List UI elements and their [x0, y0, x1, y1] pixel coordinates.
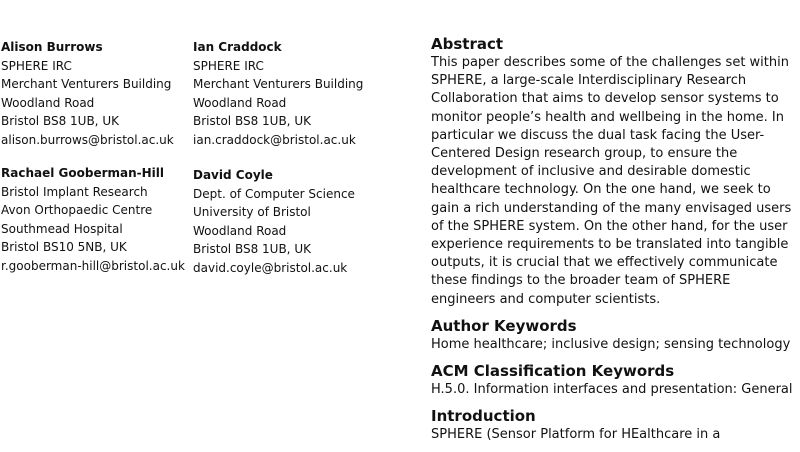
abstract-line: these findings to the broader team of SPHERE	[431, 273, 731, 289]
abstract-line: of the SPHERE system. On the other hand, for the user	[431, 218, 788, 234]
abstract-heading: Abstract	[431, 35, 504, 53]
author-address: Bristol BS8 1UB, UK	[193, 114, 311, 128]
author-email: david.coyle@bristol.ac.uk	[193, 260, 348, 275]
author-affiliation: SPHERE IRC	[193, 58, 264, 73]
author-name: Rachael Gooberman-Hill	[1, 166, 165, 180]
author-affiliation: Merchant Venturers Building	[1, 77, 172, 91]
abstract-line: Centered Design research group, to ensure the	[431, 146, 738, 162]
author-email: ian.craddock@bristol.ac.uk	[193, 132, 356, 147]
abstract-line: Collaboration that aims to develop sensor systems to	[431, 91, 779, 107]
author-affiliation: Merchant Venturers Building	[193, 77, 364, 91]
right-column	[431, 35, 800, 452]
author-keywords-heading: Author Keywords	[431, 316, 577, 335]
introduction-heading: Introduction	[431, 407, 536, 426]
author-affiliation: Dept. of Computer Science	[193, 186, 355, 201]
author-email: alison.burrows@bristol.ac.uk	[1, 132, 174, 147]
author-address: Woodland Road	[193, 95, 287, 110]
author-block-craddock	[193, 38, 363, 149]
author-affiliation: Avon Orthopaedic Centre	[1, 203, 153, 217]
acm-keywords-heading: ACM Classification Keywords	[431, 362, 675, 381]
abstract-line: healthcare technology. On the one hand, we seek to	[431, 182, 771, 198]
author-affiliation: Southmead Hospital	[1, 221, 123, 236]
author-block-gooberman-hill	[1, 164, 185, 275]
abstract-line: experience requirements to be translated into tangible	[431, 237, 789, 253]
abstract-line: This paper describes some of the challenges set within	[431, 55, 789, 70]
author-address: Woodland Road	[1, 95, 95, 110]
author-block-coyle	[193, 166, 355, 277]
author-address: Bristol BS10 5NB, UK	[1, 240, 127, 254]
author-name: Ian Craddock	[193, 40, 282, 54]
abstract-line: monitor people’s health and wellbeing in the home. In	[431, 109, 784, 125]
author-affiliation: SPHERE IRC	[1, 58, 72, 73]
author-address: Woodland Road	[193, 223, 287, 238]
author-affiliation: Bristol Implant Research	[1, 184, 148, 199]
author-block-burrows	[1, 38, 174, 149]
author-address: Bristol BS8 1UB, UK	[1, 114, 119, 128]
abstract-line: gain a rich understanding of the many envisaged users	[431, 200, 792, 216]
abstract-line: SPHERE, a large-scale Interdisciplinary Research	[431, 73, 747, 89]
abstract-line: outputs, it is crucial that we effectively communicate	[431, 255, 778, 271]
abstract-line: development of inclusive and desirable domestic	[431, 164, 751, 180]
author-keywords-text: Home healthcare; inclusive design; sensing technology	[431, 336, 791, 352]
abstract-line: engineers and computer scientists.	[431, 291, 661, 307]
author-affiliation: University of Bristol	[193, 205, 311, 219]
introduction-text: SPHERE (Sensor Platform for HEalthcare in a	[431, 427, 721, 443]
author-name: David Coyle	[193, 168, 273, 182]
author-address: Bristol BS8 1UB, UK	[193, 242, 311, 256]
acm-keywords-text: H.5.0. Information interfaces and presentation: General	[431, 382, 793, 398]
abstract-body	[431, 54, 800, 309]
author-email: r.gooberman-hill@bristol.ac.uk	[1, 258, 185, 273]
author-name: Alison Burrows	[1, 40, 103, 54]
abstract-line: particular we discuss the dual task facing the User-	[431, 127, 765, 143]
